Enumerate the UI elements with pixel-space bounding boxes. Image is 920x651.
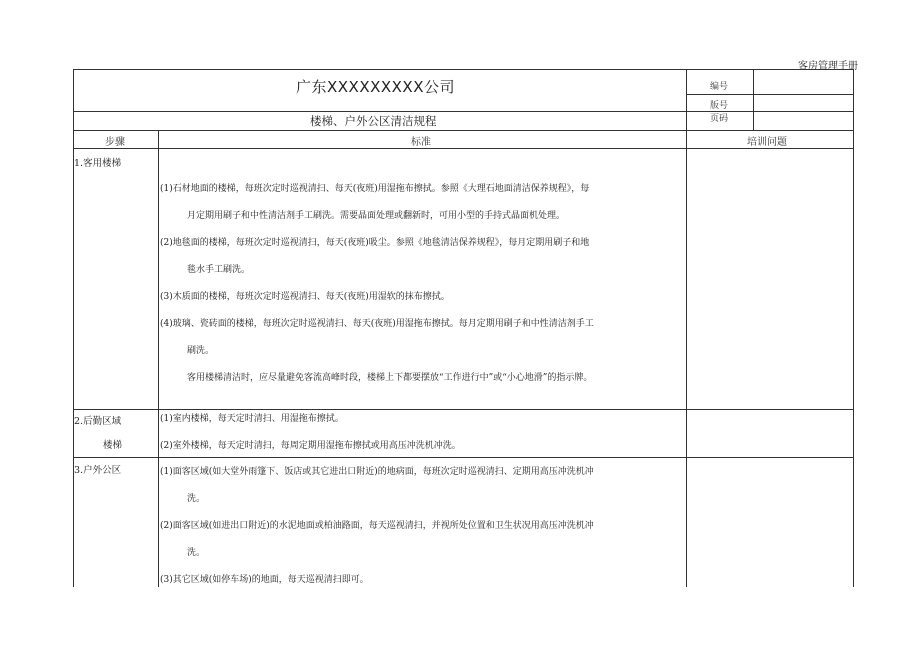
page-label: 页码 bbox=[710, 114, 729, 124]
manual-label: 客房管理手册 bbox=[798, 61, 858, 72]
column-header-step: 步骤 bbox=[105, 137, 125, 148]
standard-line: 洗。 bbox=[187, 494, 206, 504]
section-step-label: 3.户外公区 bbox=[74, 465, 122, 476]
standard-line: (3)木质面的楼梯，每班次定时巡视清扫、每天(夜班)用湿软的抹布擦拭。 bbox=[160, 292, 450, 302]
standard-line: 洗。 bbox=[187, 548, 206, 558]
document-title: 楼梯、户外公区清洁规程 bbox=[310, 114, 437, 128]
section-standard-text bbox=[160, 176, 594, 392]
column-header-training: 培训问题 bbox=[747, 137, 787, 148]
number-label: 编号 bbox=[710, 82, 729, 92]
version-label: 版号 bbox=[710, 101, 729, 111]
section-step-label: 1.客用楼梯 bbox=[74, 158, 122, 169]
section-standard-text bbox=[160, 406, 461, 460]
standard-line: 刷洗。 bbox=[187, 346, 215, 356]
standard-line: (1)石材地面的楼梯，每班次定时巡视清扫、每天(夜班)用湿拖布擦拭。参照《大理石地面清洁保养规程》，每 bbox=[160, 184, 590, 194]
standard-line: (4)玻璃、瓷砖面的楼梯，每班次定时巡视清扫、每天(夜班)用湿拖布擦拭。每月定期用刷子和中性清洁剂手工 bbox=[160, 319, 594, 329]
standard-line: (1)室内楼梯，每天定时清扫、用湿拖布擦拭。 bbox=[160, 414, 344, 424]
section-step-label: 2.后勤区域 bbox=[74, 416, 122, 427]
section-step-label-continued: 楼梯 bbox=[103, 440, 123, 451]
standard-line: 毯水手工刷洗。 bbox=[187, 265, 251, 275]
standard-line: (3)其它区域(如停车场)的地面，每天巡视清扫即可。 bbox=[160, 575, 369, 585]
standard-line: (2)地毯面的楼梯，每班次定时巡视清扫，每天(夜班)吸尘。参照《地毯清洁保养规程》，每月定期用刷子和地 bbox=[160, 238, 590, 248]
company-name: 广东XXXXXXXXX公司 bbox=[296, 78, 455, 96]
standard-line: (2)面客区域(如进出口附近)的水泥地面或柏油路面，每天巡视清扫，并视所处位置和卫生状况用高压冲洗机冲 bbox=[160, 521, 594, 531]
standard-line: (1)面客区域(如大堂外雨篷下、饭店或其它进出口附近)的地病面，每班次定时巡视清扫、定期用高压冲洗机冲 bbox=[160, 467, 594, 477]
standard-line: 客用楼梯清洁时，应尽量避免客流高峰时段，楼梯上下都要摆放“工作进行中”或“小心地滑”的指示牌。 bbox=[187, 373, 593, 383]
column-header-standard: 标准 bbox=[411, 137, 431, 148]
standard-line: (2)室外楼梯，每天定时清扫，每周定期用湿拖布擦拭或用高压冲洗机冲洗。 bbox=[160, 441, 461, 451]
standard-line: 月定期用刷子和中性清洁剂手工刷洗。需要晶面处理或翻新时，可用小型的手持式晶面机处理。 bbox=[187, 211, 566, 221]
section-standard-text bbox=[160, 459, 594, 594]
